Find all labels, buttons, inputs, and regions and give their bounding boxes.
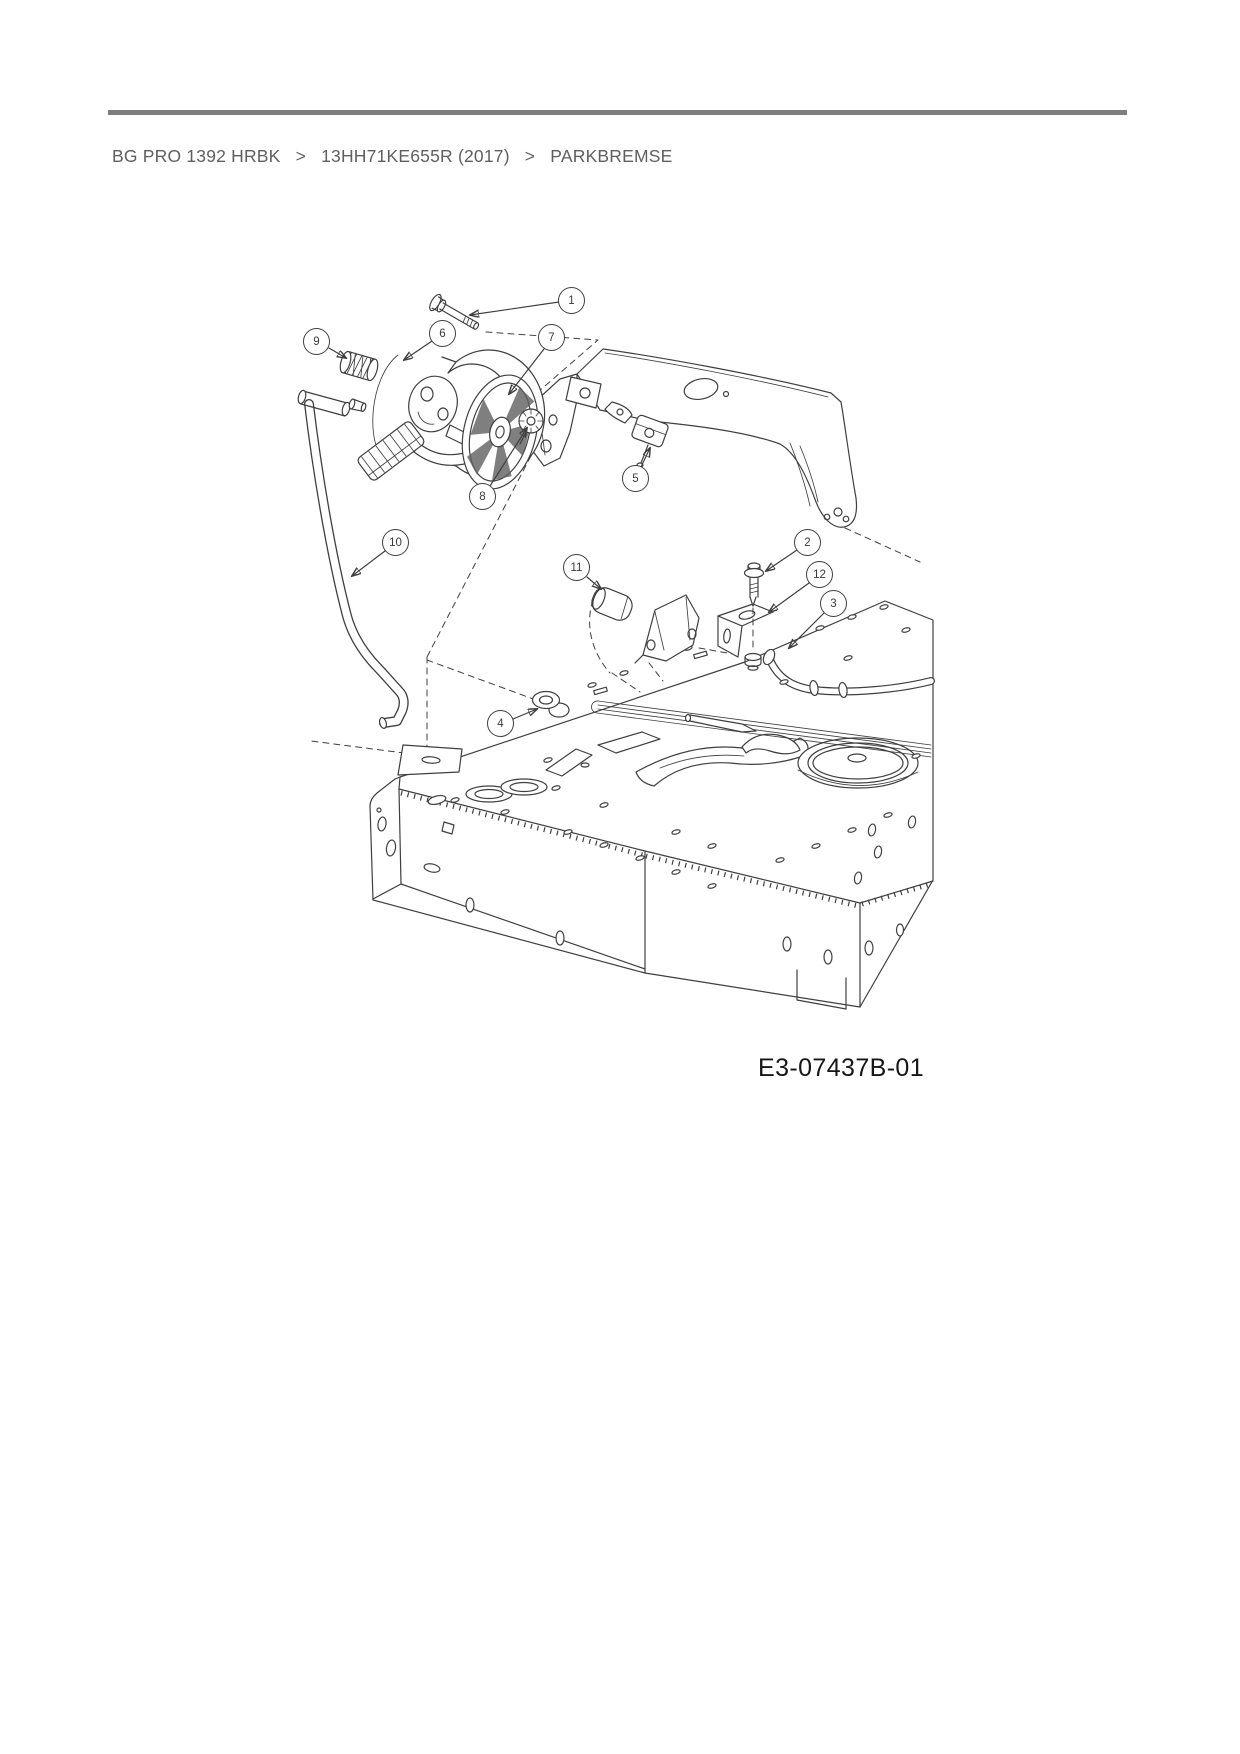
breadcrumb-separator: > [524, 146, 536, 166]
bracket-part-12 [718, 604, 773, 657]
frame-bracket [528, 349, 857, 527]
callout-7[interactable]: 7 [538, 324, 565, 351]
breadcrumb-article[interactable]: 13HH71KE655R (2017) [321, 146, 510, 166]
bushing-part-4 [533, 692, 570, 718]
callout-12[interactable]: 12 [806, 561, 833, 588]
callout-9[interactable]: 9 [303, 328, 330, 355]
breadcrumb-separator: > [295, 146, 307, 166]
callout-10[interactable]: 10 [382, 529, 409, 556]
callout-4[interactable]: 4 [487, 710, 514, 737]
breadcrumb-model[interactable]: BG PRO 1392 HRBK [112, 146, 281, 166]
callout-8[interactable]: 8 [469, 483, 496, 510]
lever-bracket [635, 595, 699, 663]
spring-part-9 [338, 350, 380, 381]
callout-5[interactable]: 5 [622, 465, 649, 492]
callout-11[interactable]: 11 [563, 554, 590, 581]
callout-3[interactable]: 3 [820, 590, 847, 617]
callout-2[interactable]: 2 [794, 529, 821, 556]
pad-part-11 [589, 584, 636, 623]
diagram-code: E3-07437B-01 [758, 1054, 925, 1082]
exploded-drawing [280, 190, 940, 1100]
breadcrumb-assembly[interactable]: PARKBREMSE [550, 146, 673, 166]
frame-plate [370, 601, 933, 1009]
pulley [798, 738, 918, 788]
callout-1[interactable]: 1 [558, 287, 585, 314]
callout-6[interactable]: 6 [429, 320, 456, 347]
